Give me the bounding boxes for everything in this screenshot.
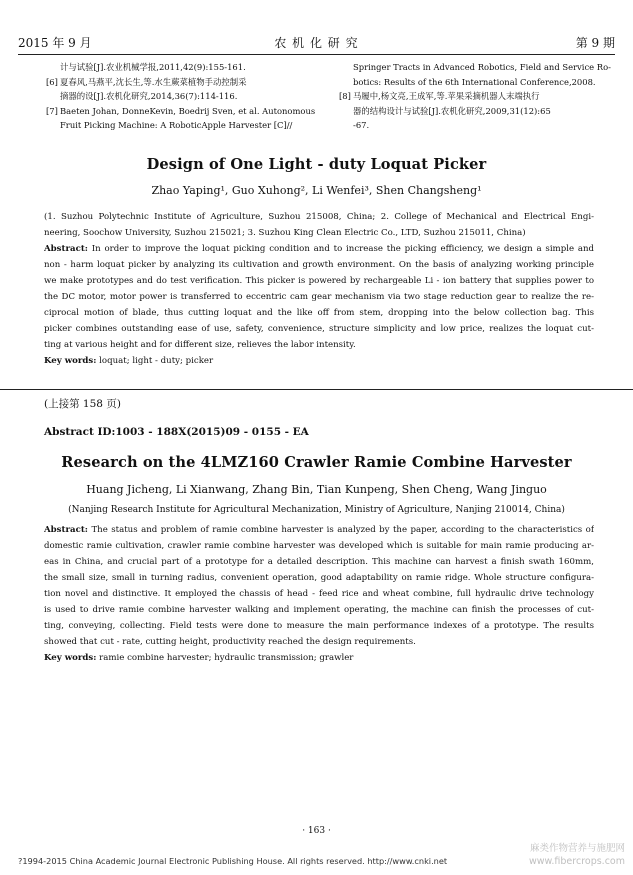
reference-line: 计与试验[J].农业机械学报,2011,42(9):155-161. <box>60 62 246 72</box>
reference-line: botics: Results of the 6th International Conference,2008. <box>353 76 596 87</box>
reference-line: 器的结构设计与试验[J].农机化研究,2009,31(12):65 <box>353 105 551 116</box>
header-journal: 农 机 化 研 究 <box>274 36 359 50</box>
running-header <box>18 34 615 54</box>
continued-note: (上接第 158 页) <box>44 398 121 410</box>
reference-line: [6] 夏春风,马燕平,沈长生,等.水生蕨菜植物手动控制采 <box>46 76 247 87</box>
reference-line: [7] Baeten Johan, DonneKevin, Boedrij Sven, et al. Autonomous <box>46 105 316 116</box>
article2-authors: Huang Jicheng, Li Xianwang, Zhang Bin, Tian Kunpeng, Shen Cheng, Wang Jinguo <box>86 483 547 496</box>
article2-keywords: ramie combine harvester; hydraulic transmission; grawler <box>99 653 354 663</box>
article2-title: Research on the 4LMZ160 Crawler Ramie Combine Harvester <box>61 454 572 471</box>
header-rule <box>18 54 615 55</box>
keywords-label: Key words: <box>44 653 97 663</box>
reference-line: -67. <box>353 120 370 130</box>
article2-affiliation: (Nanjing Research Institute for Agricultural Mechanization, Ministry of Agriculture, Nanjing 210014, China) <box>68 505 565 515</box>
reference-line: [8] 马履中,杨文亮,王成军,等.苹果采摘机器人末端执行 <box>339 91 540 101</box>
article1-abstract: Abstract: In order to improve the loquat picking condition and to increase the picking efficiency, we design a simple and non - harm loquat picker by analyzing its cultivation and growth environment. On the basis of analyzing working principle we make prototypes and do test verification. This picker is powered by rechargeable Li - ion battery that supplies power to the DC motor, motor power is transferred to eccentric cam gear mechanism via two stage reduction gear to realize the re- ciprocal motion of blade, thus cutting loquat and the like off from stem, dropping into the below collection bag. This picker combines outstanding ease of use, safety, convenience, structure simplicity and low price, realizes the loquat cut- ting at various height and for different size, relieves the labor intensity. Key words: loquat; light - duty; picker <box>44 244 594 366</box>
reference-line: Fruit Picking Machine: A RoboticApple Harvester [C]// <box>60 120 293 130</box>
abstract-label: Abstract: <box>44 525 88 535</box>
page-number: · 163 · <box>302 826 331 836</box>
affiliation-line: (1. Suzhou Polytechnic Institute of Agriculture, Suzhou 215008, China; 2. College of Mechanical and Electrical Engi- <box>44 212 594 222</box>
reference-line: 摘器的设[J].农机化研究,2014,36(7):114-116. <box>60 91 238 101</box>
keywords-label: Key words: <box>44 356 97 366</box>
article1-title: Design of One Light - duty Loquat Picker <box>146 156 487 173</box>
header-issue: 第 9 期 <box>575 36 615 50</box>
copyright-notice: ?1994-2015 China Academic Journal Electronic Publishing House. All rights reserved. http://www.cnki.net <box>18 856 448 866</box>
reference-line: Springer Tracts in Advanced Robotics, Field and Service Ro- <box>353 62 611 72</box>
references-left <box>46 60 325 133</box>
section-divider <box>0 389 633 390</box>
header-date: 2015 年 9 月 <box>18 36 92 50</box>
affiliation-line: neering, Soochow University, Suzhou 215021; 3. Suzhou King Clean Electric Co., LTD, Suzhou 215011, China) <box>44 228 526 238</box>
article2-abstract: Abstract: The status and problem of ramie combine harvester is analyzed by the paper, according to the characteristics of domestic ramie cultivation, crawler ramie combine harvester was developed which is suitable for main ramie producing ar- eas in China, and crucial part of a prototype for a detailed description. This machine can harvest a finish swath 160mm, the small size, small in turning radius, convenient operation, good adaptability on ramie ridge. Whole structure configura- tion novel and distinctive. It employed the chassis of head - feed rice and wheat combine, full hydraulic drive technology is used to drive ramie combine harvester walking and implement operating, the machine can finish the processes of cut- ting, conveying, collecting. Field tests were done to measure the main performance indexes of a prototype. The results showed that cut - rate, cutting height, productivity reached the design requirements. Key words: ramie combine harvester; hydraulic transmission; grawler <box>44 525 594 663</box>
watermark: 麻类作物营养与施肥网 www.fibercrops.com <box>528 843 625 867</box>
references-right <box>339 60 611 133</box>
abstract-label: Abstract: <box>44 244 88 254</box>
article1-keywords: loquat; light - duty; picker <box>99 356 214 366</box>
abstract-id: Abstract ID:1003 - 188X(2015)09 - 0155 - EA <box>44 426 309 438</box>
article1-affiliation <box>44 209 594 241</box>
article1-authors: Zhao Yaping¹, Guo Xuhong², Li Wenfei³, Shen Changsheng¹ <box>151 184 482 197</box>
